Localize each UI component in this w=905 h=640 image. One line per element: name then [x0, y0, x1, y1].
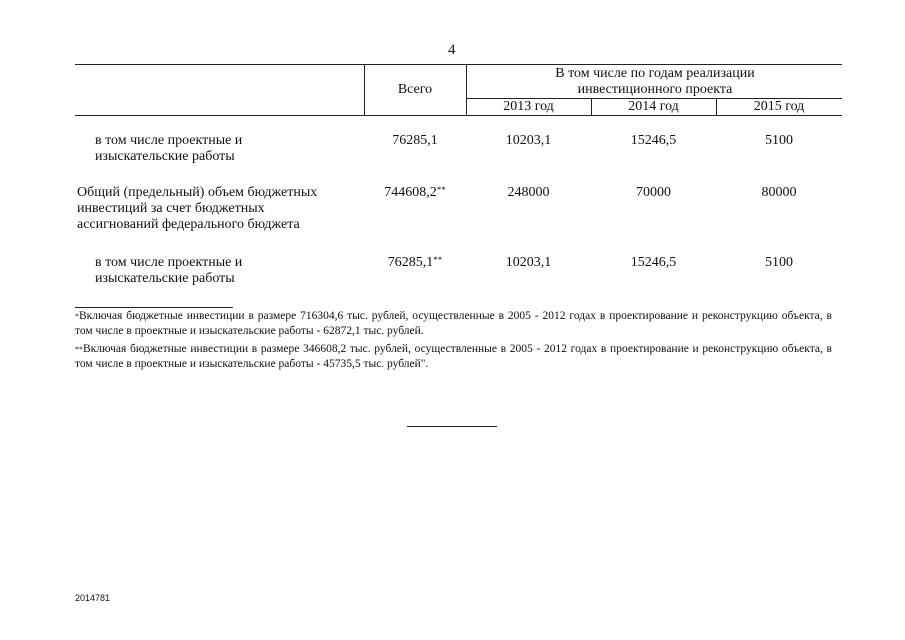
footnote-1-mark: *: [75, 312, 79, 321]
row-1-value-2014: 15246,5: [630, 133, 677, 148]
row-3-value-2015: 5100: [765, 255, 793, 270]
row-3-label: в том числе проектные и изыскательские работы: [95, 255, 243, 286]
footnote-separator: [75, 307, 233, 308]
table-header-bottom-rule: [75, 115, 842, 116]
row-2-value-2015: 80000: [761, 185, 797, 200]
footnote-2-text: Включая бюджетные инвестиции в размере 346608,2 тыс. рублей, осуществленные в 2005 - 2012 годах в проектирование и реконструкцию объекта, в том числе в проектные и изыскательские работы - 45735,5 тыс. рублей".: [75, 343, 832, 370]
page-number: 4: [448, 42, 456, 58]
row-1-total: 76285,1: [392, 133, 438, 148]
table-top-rule: [75, 64, 842, 65]
row-1-label: в том числе проектные и изыскательские работы: [95, 133, 243, 164]
row-2-value-2013: 248000: [507, 185, 550, 200]
footnote-1-text: Включая бюджетные инвестиции в размере 716304,6 тыс. рублей, осуществленные в 2005 - 2012 годах в проектирование и реконструкцию объекта, в том числе в проектные и изыскательские работы - 62872,1 тыс. рублей.: [75, 310, 832, 337]
footnote-2: [75, 342, 832, 372]
footnote-1: [75, 309, 832, 339]
row-1-value-2015: 5100: [765, 133, 793, 148]
header-total: Всего: [397, 82, 433, 97]
row-2-label: Общий (предельный) объем бюджетных инвестиций за счет бюджетных ассигнований федерального бюджета: [77, 185, 318, 232]
closing-rule: [407, 426, 497, 427]
row-2-value-2014: 70000: [636, 185, 671, 200]
header-year-2014: 2014 год: [628, 99, 679, 114]
footnote-2-mark: **: [75, 345, 83, 354]
header-by-years: В том числе по годам реализации инвестиционного проекта: [555, 66, 755, 97]
row-3-value-2013: 10203,1: [505, 255, 552, 270]
row-1-value-2013: 10203,1: [505, 133, 552, 148]
row-3-total: 76285,1**: [387, 255, 443, 270]
document-code: 2014781: [75, 593, 111, 603]
row-2-total: 744608,2**: [384, 185, 446, 200]
row-3-value-2014: 15246,5: [630, 255, 677, 270]
header-year-2013: 2013 год: [503, 99, 554, 114]
header-year-2015: 2015 год: [753, 99, 805, 114]
